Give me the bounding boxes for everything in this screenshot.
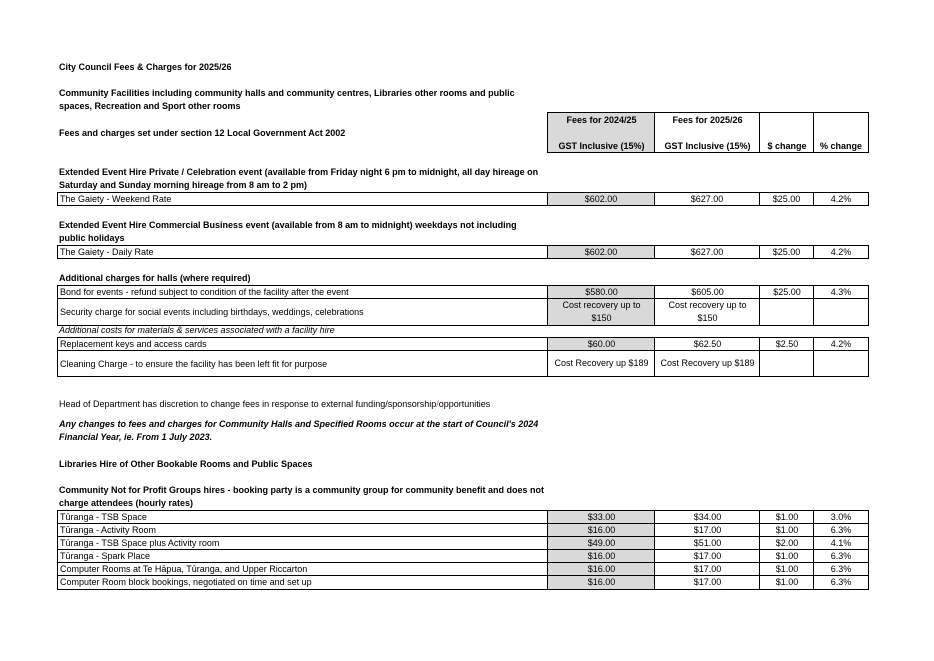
fee-2025: $17.00	[693, 577, 722, 587]
fee-2025: Cost Recovery up $189	[660, 358, 755, 368]
fee-2024: $16.00	[587, 525, 616, 535]
row-desc: Tūranga - TSB Space plus Activity room	[60, 538, 220, 548]
dollar-change: $1.00	[775, 512, 799, 522]
col-dollar-change: $ change	[767, 141, 807, 151]
additional-table-a	[57, 285, 869, 326]
fee-2024: $33.00	[587, 512, 616, 522]
table-row	[57, 245, 869, 259]
changes-note: Any changes to fees and charges for Community Halls and Specified Rooms occur at the start of Council's 2024 Financial Year, ie. From 1 July 2023.	[59, 419, 539, 442]
fee-2025: $62.50	[693, 339, 722, 349]
col-pct-change: % change	[819, 141, 862, 151]
pct-change: 4.3%	[830, 287, 852, 297]
pct-change: 6.3%	[830, 525, 852, 535]
col-gst-2025: GST Inclusive (15%)	[664, 141, 751, 151]
dollar-change: $25.00	[760, 246, 814, 258]
legislation-note: Fees and charges set under section 12 Local Government Act 2002	[59, 128, 346, 138]
fee-2025: $51.00	[693, 538, 722, 548]
fee-2024: $602.00	[548, 193, 655, 205]
additional-subnote: Additional costs for materials & services associated with a facility hire	[59, 325, 335, 335]
table-row	[57, 192, 869, 206]
dollar-change: $25.00	[773, 287, 801, 297]
additional-heading: Additional charges for halls (where required)	[59, 273, 251, 283]
row-desc: The Gaiety - Weekend Rate	[60, 194, 172, 204]
row-desc: Computer Room block bookings, negotiated on time and set up	[60, 577, 312, 587]
fee-2024: Cost Recovery up $189	[554, 358, 649, 368]
fee-2024: $16.00	[587, 551, 616, 561]
col-fees-2025: Fees for 2025/26	[672, 115, 743, 125]
row-desc: Tūranga - TSB Space	[60, 512, 147, 522]
fee-2025: $17.00	[693, 551, 722, 561]
pct-change: 6.3%	[830, 577, 852, 587]
fee-2025: $605.00	[691, 287, 724, 297]
fee-2025: $17.00	[693, 525, 722, 535]
fee-2024: $16.00	[587, 564, 616, 574]
commercial-event-heading: Extended Event Hire Commercial Business event (available from 8 am to midnight) weekdays not including public holidays	[59, 220, 517, 243]
dollar-change: $1.00	[775, 551, 799, 561]
row-desc: Cleaning Charge - to ensure the facility has been left fit for purpose	[60, 359, 328, 369]
row-desc: Tūranga - Spark Place	[60, 551, 151, 561]
fee-2024: $60.00	[587, 339, 616, 349]
fee-2025: $627.00	[655, 193, 760, 205]
dollar-change: $2.00	[775, 538, 799, 548]
fee-2024: $580.00	[585, 287, 618, 297]
fee-2025: $627.00	[655, 246, 760, 258]
libraries-group-heading: Community Not for Profit Groups hires - booking party is a community group for community benefit and does not charge attendees (hourly rates)	[59, 485, 545, 508]
fee-2024: Cost recovery up to $150	[562, 300, 641, 323]
pct-change: 4.2%	[830, 247, 852, 257]
section-title: Community Facilities including community halls and community centres, Libraries other rooms and public spaces, Recreation and Sport other rooms	[59, 88, 515, 111]
pct-change: 3.0%	[830, 512, 852, 522]
dollar-change: $1.00	[775, 525, 799, 535]
row-desc: The Gaiety - Daily Rate	[60, 247, 154, 257]
column-header	[547, 112, 869, 153]
fee-2025: $34.00	[693, 512, 722, 522]
row-desc: Security charge for social events including birthdays, weddings, celebrations	[60, 307, 364, 317]
pct-change: 6.3%	[830, 564, 852, 574]
dollar-change: $25.00	[760, 193, 814, 205]
additional-table-b	[57, 337, 869, 377]
col-fees-2024: Fees for 2024/25	[566, 115, 637, 125]
pct-change: 4.2%	[830, 339, 852, 349]
pct-change: 4.1%	[830, 538, 852, 548]
dollar-change: $2.50	[775, 339, 799, 349]
pct-change: 6.3%	[830, 551, 852, 561]
discretion-note: Head of Department has discretion to change fees in response to external funding/sponsorship/opportunities	[59, 399, 491, 409]
fee-2025: $17.00	[693, 564, 722, 574]
row-desc: Bond for events - refund subject to condition of the facility after the event	[60, 287, 349, 297]
libraries-heading: Libraries Hire of Other Bookable Rooms and Public Spaces	[59, 459, 313, 469]
col-gst-2024: GST Inclusive (15%)	[558, 141, 645, 151]
pct-change: 4.2%	[830, 194, 852, 204]
dollar-change: $1.00	[775, 577, 799, 587]
dollar-change: $1.00	[775, 564, 799, 574]
fee-2025: Cost recovery up to $150	[668, 300, 747, 323]
libraries-table	[57, 510, 869, 590]
private-event-heading: Extended Event Hire Private / Celebration event (available from Friday night 6 pm to midnight, all day hireage on Saturday and Sunday morning hireage from 8 am to 2 pm)	[59, 167, 539, 190]
document-title: City Council Fees & Charges for 2025/26	[59, 62, 232, 72]
fee-2024: $602.00	[548, 246, 655, 258]
row-desc: Computer Rooms at Te Hāpua, Tūranga, and Upper Riccarton	[60, 564, 308, 574]
row-desc: Replacement keys and access cards	[60, 339, 207, 349]
row-desc: Tūranga - Activity Room	[60, 525, 157, 535]
fee-2024: $16.00	[587, 577, 616, 587]
fee-2024: $49.00	[587, 538, 616, 548]
